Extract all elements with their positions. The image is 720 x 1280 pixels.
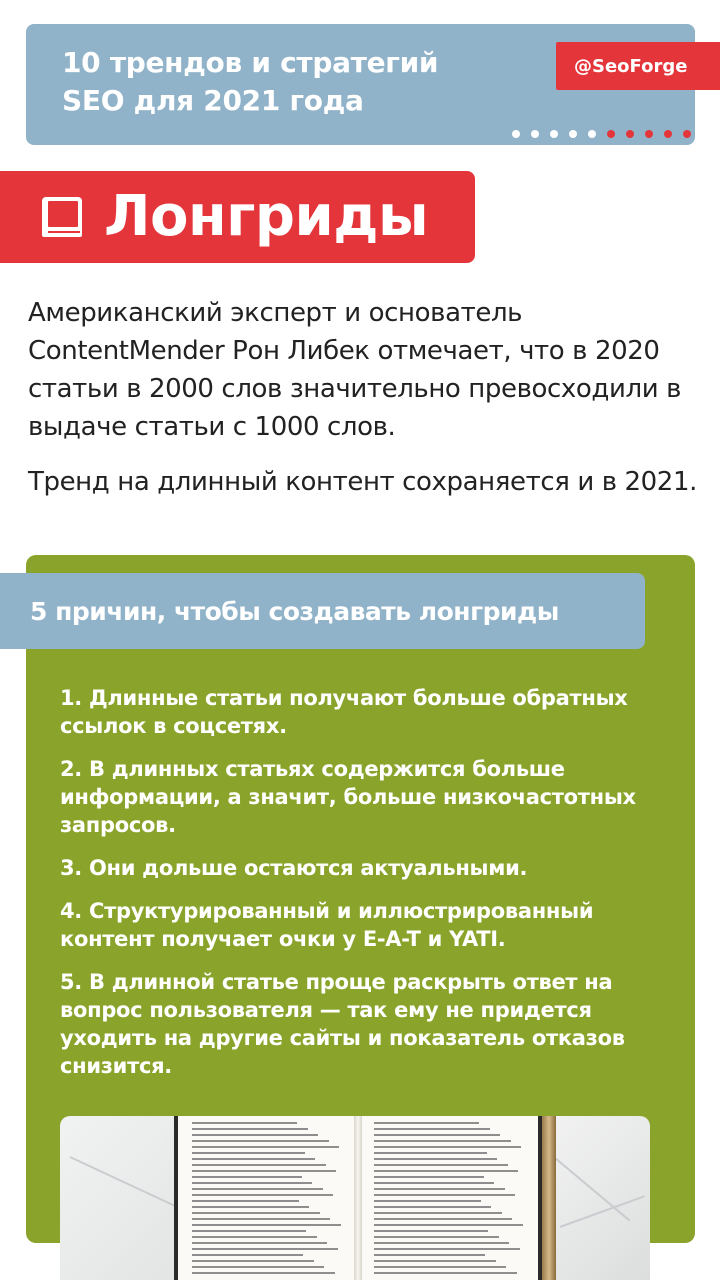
marble-vein <box>70 1156 180 1209</box>
book-text-line <box>374 1188 505 1190</box>
book-text-left <box>192 1122 342 1278</box>
book-text-line <box>374 1164 508 1166</box>
book-text-line <box>192 1140 329 1142</box>
list-item: 1. Длинные статьи получают больше обратных ссылок в соцсетях. <box>60 686 628 738</box>
book-text-line <box>192 1272 335 1274</box>
book-text-line <box>192 1170 336 1172</box>
book-text-line <box>374 1212 502 1214</box>
book-text-line <box>374 1128 490 1130</box>
book-text-line <box>374 1170 518 1172</box>
book-text-line <box>192 1206 309 1208</box>
book-text-line <box>374 1182 494 1184</box>
reasons-title: 5 причин, чтобы создавать лонгриды <box>0 573 645 649</box>
book-text-line <box>374 1266 506 1268</box>
book-text-line <box>374 1218 512 1220</box>
book-text-line <box>192 1122 297 1124</box>
intro-paragraph: Американский эксперт и основатель ContentMender Рон Либек отмечает, что в 2020 статьи в 2000 слов значительно превосходили в выдаче статьи с 1000 слов. <box>28 298 681 442</box>
book-text-line <box>192 1200 299 1202</box>
book-text-line <box>374 1146 521 1148</box>
book-text-line <box>192 1182 312 1184</box>
book-text-line <box>192 1134 318 1136</box>
book-text-line <box>192 1254 303 1256</box>
header-title: 10 трендов и стратегий SEO для 2021 года <box>62 46 439 117</box>
pagination-dot <box>683 130 691 138</box>
reasons-list <box>60 684 670 1095</box>
pagination-dot <box>550 130 558 138</box>
book-text-line <box>192 1236 317 1238</box>
book-text-line <box>374 1158 497 1160</box>
list-item: 2. В длинных статьях содержится больше информации, а значит, больше низкочастотных запросов. <box>60 757 636 837</box>
pagination-dot <box>512 130 520 138</box>
pagination-dot <box>645 130 653 138</box>
book-text-line <box>192 1224 341 1226</box>
pagination-dot <box>588 130 596 138</box>
book-text-line <box>192 1230 306 1232</box>
book-text-line <box>374 1236 499 1238</box>
book-text-line <box>192 1248 338 1250</box>
book-text-line <box>192 1128 308 1130</box>
book-text-line <box>374 1224 523 1226</box>
book-text-line <box>192 1242 327 1244</box>
book-text-line <box>192 1164 326 1166</box>
book-text-line <box>374 1206 491 1208</box>
book-text-line <box>374 1200 481 1202</box>
book-text-line <box>192 1146 339 1148</box>
book-photo <box>60 1116 650 1280</box>
section-title: Лонгриды <box>104 184 429 249</box>
pagination-dot <box>531 130 539 138</box>
book-icon <box>38 193 86 241</box>
book-text-line <box>192 1260 314 1262</box>
brand-badge[interactable]: @SeoForge <box>556 42 720 90</box>
pagination-dot <box>664 130 672 138</box>
pagination-dots <box>512 130 712 140</box>
book-text-line <box>192 1176 302 1178</box>
section-tag <box>0 171 475 263</box>
book-text-line <box>374 1134 500 1136</box>
book-text-line <box>192 1194 333 1196</box>
pagination-dot <box>607 130 615 138</box>
book-text-line <box>192 1188 323 1190</box>
trend-paragraph: Тренд на длинный контент сохраняется и в 2021. <box>28 467 697 497</box>
list-item: 3. Они дольше остаются актуальными. <box>60 856 528 880</box>
book-text-line <box>374 1230 488 1232</box>
book-edge <box>542 1116 556 1280</box>
book-text-line <box>192 1212 320 1214</box>
book-text-line <box>374 1122 479 1124</box>
book-text-line <box>192 1152 305 1154</box>
pagination-dot <box>626 130 634 138</box>
book-text-line <box>374 1152 487 1154</box>
list-item: 5. В длинной статье проще раскрыть ответ на вопрос пользователя — так ему не придется уходить на другие сайты и показатель отказов снизится. <box>60 970 625 1078</box>
book-text-line <box>374 1242 509 1244</box>
book-text-line <box>374 1254 485 1256</box>
book-text-right <box>374 1122 524 1278</box>
book-text-line <box>374 1176 484 1178</box>
book-text-line <box>374 1140 511 1142</box>
book-text-line <box>374 1260 496 1262</box>
book-text-line <box>374 1194 515 1196</box>
open-book <box>178 1116 538 1280</box>
pagination-dot <box>569 130 577 138</box>
marble-vein <box>560 1195 645 1228</box>
book-text-line <box>192 1266 324 1268</box>
book-text-line <box>374 1272 517 1274</box>
book-spine <box>354 1116 362 1280</box>
book-text-line <box>374 1248 520 1250</box>
book-text-line <box>192 1158 315 1160</box>
book-text-line <box>192 1218 330 1220</box>
list-item: 4. Структурированный и иллюстрированный контент получает очки у E-A-T и YATI. <box>60 899 594 951</box>
